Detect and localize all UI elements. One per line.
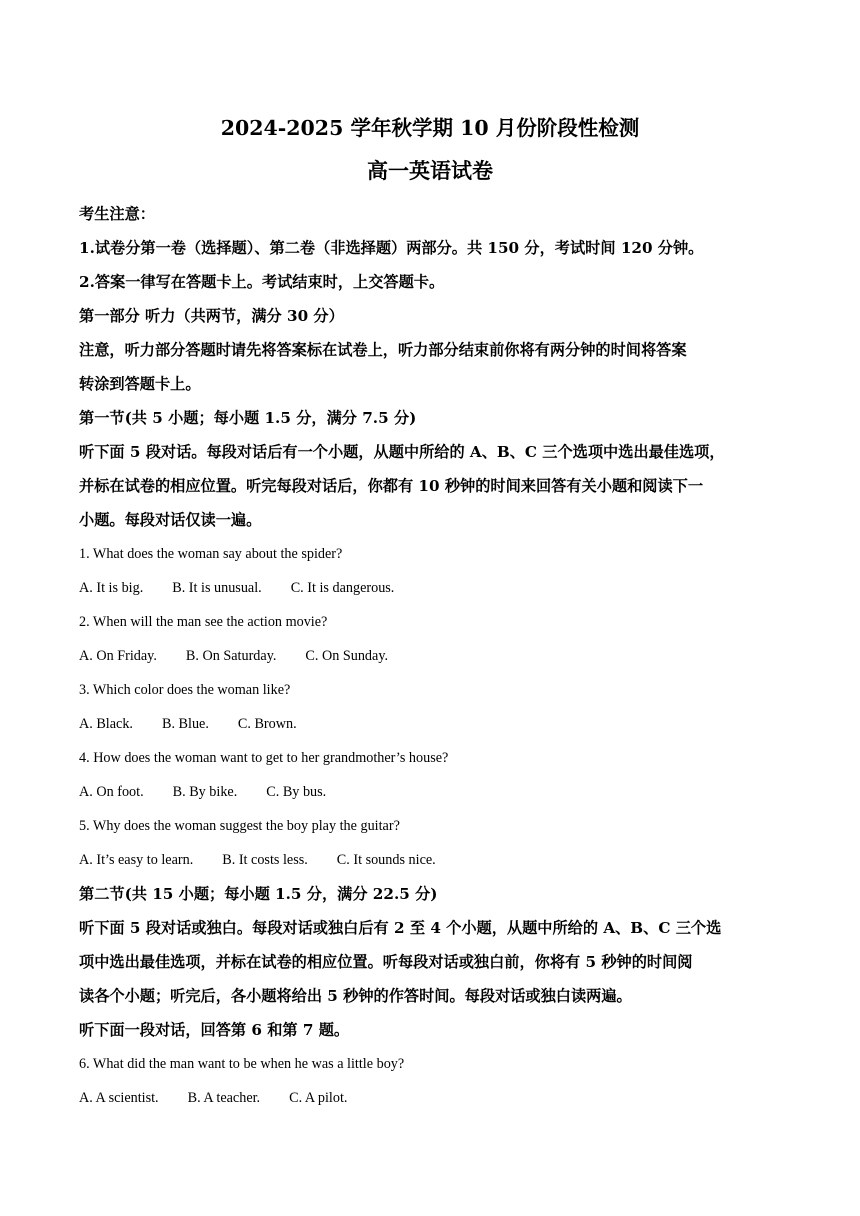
question-options — [79, 843, 789, 877]
notice-item-1: 1.试卷分第一卷（选择题）、第二卷（非选择题）两部分。共 150 分，考试时间 120 分钟。 — [79, 239, 704, 257]
option-c: C. A pilot. — [289, 1090, 348, 1106]
exam-subtitle: 高一英语试卷 — [367, 158, 493, 183]
part1-note-line-1: 注意，听力部分答题时请先将答案标在试卷上，听力部分结束前你将有两分钟的时间将答案 — [79, 341, 687, 359]
section2-heading: 第二节(共 15 小题；每小题 1.5 分，满分 22.5 分) — [79, 885, 438, 903]
option-a: A. It is big. — [79, 580, 144, 596]
question-stem: 1. What does the woman say about the spider? — [79, 546, 343, 562]
option-b: B. It costs less. — [222, 852, 308, 868]
notice-heading: 考生注意： — [79, 205, 155, 223]
section1-instruction-line-1: 听下面 5 段对话。每段对话后有一个小题，从题中所给的 A、B、C 三个选项中选出最佳选项， — [79, 443, 725, 461]
section2-instruction-line-2: 项中选出最佳选项，并标在试卷的相应位置。听每段对话或独白前，你将有 5 秒钟的时间阅 — [79, 953, 693, 971]
notice-item-2: 2.答案一律写在答题卡上。考试结束时，上交答题卡。 — [79, 273, 445, 291]
question-stem: 6. What did the man want to be when he was a little boy? — [79, 1056, 405, 1072]
section1-heading: 第一节(共 5 小题；每小题 1.5 分，满分 7.5 分) — [79, 409, 417, 427]
option-a: A. A scientist. — [79, 1090, 159, 1106]
option-b: B. Blue. — [161, 716, 209, 732]
option-c: C. By bus. — [266, 784, 327, 800]
option-c: C. It is dangerous. — [290, 580, 395, 596]
section1-instruction-line-2: 并标在试卷的相应位置。听完每段对话后，你都有 10 秒钟的时间来回答有关小题和阅读下一 — [79, 477, 704, 495]
section1-instruction-line-3: 小题。每段对话仅读一遍。 — [79, 511, 262, 529]
question-stem: 2. When will the man see the action movie? — [79, 614, 328, 630]
section2-instruction-line-3: 读各个小题；听完后，各小题将给出 5 秒钟的作答时间。每段对话或独白读两遍。 — [79, 987, 632, 1005]
option-b: B. It is unusual. — [172, 580, 262, 596]
section2-instruction-line-1: 听下面 5 段对话或独白。每段对话或独白后有 2 至 4 个小题，从题中所给的 A、B、C 三个选 — [79, 919, 722, 937]
option-a: A. On foot. — [79, 784, 144, 800]
question-stem: 3. Which color does the woman like? — [79, 682, 291, 698]
group-intro: 听下面一段对话，回答第 6 和第 7 题。 — [79, 1021, 350, 1039]
option-b: B. On Saturday. — [185, 648, 277, 664]
option-a: A. On Friday. — [79, 648, 157, 664]
option-c: C. On Sunday. — [305, 648, 389, 664]
question-stem: 5. Why does the woman suggest the boy play the guitar? — [79, 818, 400, 834]
question-options — [79, 1081, 789, 1115]
option-a: A. Black. — [79, 716, 133, 732]
part1-heading: 第一部分 听力（共两节，满分 30 分） — [79, 307, 344, 325]
option-c: C. It sounds nice. — [336, 852, 436, 868]
question-stem: 4. How does the woman want to get to her grandmother’s house? — [79, 750, 449, 766]
option-b: B. By bike. — [172, 784, 238, 800]
exam-content — [79, 197, 789, 1115]
option-c: C. Brown. — [237, 716, 297, 732]
exam-title: 2024-2025 学年秋学期 10 月份阶段性检测 — [220, 116, 640, 140]
question-options — [79, 707, 789, 741]
part1-note-line-2: 转涂到答题卡上。 — [79, 375, 201, 393]
question-options — [79, 775, 789, 809]
question-options — [79, 639, 789, 673]
option-a: A. It’s easy to learn. — [79, 852, 194, 868]
question-options — [79, 571, 789, 605]
option-b: B. A teacher. — [187, 1090, 261, 1106]
